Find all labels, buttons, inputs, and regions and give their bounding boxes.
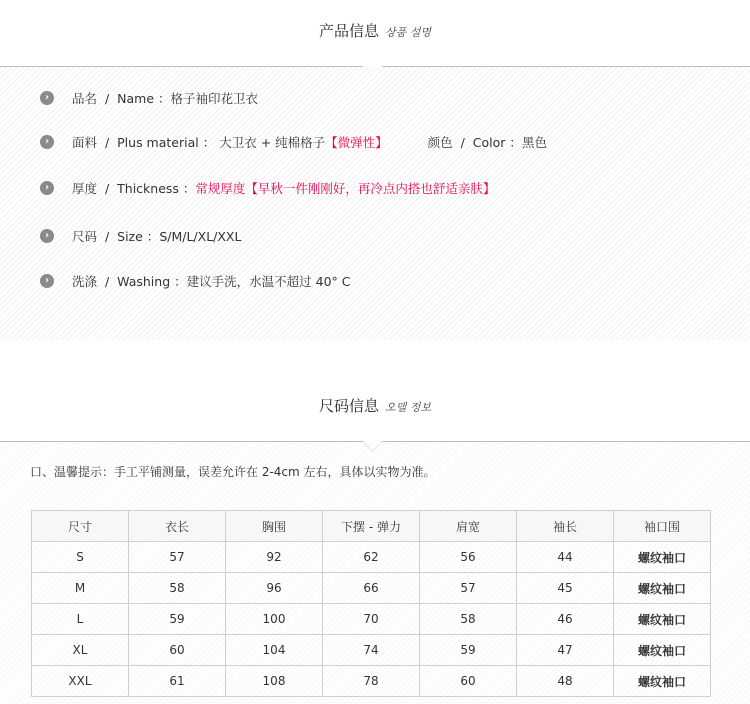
table-cell: 92 <box>226 542 323 573</box>
measurement-hint: 口、温馨提示：手工平铺测量，误差允许在 2-4cm 左右，具体以实物为准。 <box>30 465 436 479</box>
info-highlight: 【微弹性】 <box>325 135 388 150</box>
table-cell: M <box>32 573 129 604</box>
chevron-right-icon: › <box>40 91 54 105</box>
chevron-right-icon: › <box>40 135 54 149</box>
section-title <box>0 393 750 421</box>
table-cell: 58 <box>420 604 517 635</box>
table-cell: 45 <box>517 573 614 604</box>
info-row-washing <box>40 271 350 291</box>
info-label-en: Size <box>117 228 143 244</box>
info-label-en: Plus material <box>117 134 199 150</box>
table-cell: 104 <box>226 635 323 666</box>
info-value: 大卫衣 + 纯棉格子 <box>219 135 326 150</box>
table-cell: 66 <box>323 573 420 604</box>
table-cell: 61 <box>129 666 226 697</box>
table-cell: 59 <box>420 635 517 666</box>
info-sep: / <box>104 134 110 150</box>
info-row-thickness <box>40 178 495 198</box>
info-colon: ： <box>158 91 171 106</box>
table-cell: 60 <box>420 666 517 697</box>
table-cell: 56 <box>420 542 517 573</box>
info-row-material <box>40 132 547 152</box>
table-cell: 96 <box>226 573 323 604</box>
table-cell: 78 <box>323 666 420 697</box>
table-header-cell: 衣长 <box>129 511 226 542</box>
info-row-name <box>40 88 258 108</box>
info-label: 品名 <box>72 91 98 106</box>
product-info-header <box>0 18 750 44</box>
table-cell: 62 <box>323 542 420 573</box>
table-header-cell: 尺寸 <box>32 511 129 542</box>
info-label: 颜色 <box>427 135 453 150</box>
table-header-cell: 下摆 - 弹力 <box>323 511 420 542</box>
info-value: S/M/L/XL/XXL <box>159 228 242 244</box>
table-row <box>32 604 711 635</box>
table-cell: 47 <box>517 635 614 666</box>
section-title <box>0 18 750 46</box>
info-label: 尺码 <box>72 229 98 244</box>
size-info-title: 尺码信息 <box>318 397 379 415</box>
table-cell: 59 <box>129 604 226 635</box>
product-info-title: 产品信息 <box>318 22 379 40</box>
table-cell: XXL <box>32 666 129 697</box>
info-sep: / <box>104 273 110 289</box>
info-value: 格子袖印花卫衣 <box>170 91 259 106</box>
info-value: 建议手洗，水温不超过 40° C <box>186 274 351 289</box>
size-table <box>31 510 711 697</box>
table-cell: 螺纹袖口 <box>614 666 711 697</box>
table-header-cell: 胸围 <box>226 511 323 542</box>
table-header-cell: 袖长 <box>517 511 614 542</box>
info-colon: ： <box>146 229 160 244</box>
info-value: 常规厚度【早秋一件刚刚好，再冷点内搭也舒适亲肤】 <box>195 181 496 196</box>
info-sep: / <box>104 228 110 244</box>
table-cell: 螺纹袖口 <box>614 604 711 635</box>
info-label-en: Name <box>117 90 155 106</box>
table-cell: XL <box>32 635 129 666</box>
table-cell: 57 <box>420 573 517 604</box>
table-cell: 108 <box>226 666 323 697</box>
info-label-en: Thickness <box>117 180 179 196</box>
info-colon: ： <box>174 274 187 289</box>
table-cell: 螺纹袖口 <box>614 542 711 573</box>
info-row-size <box>40 226 241 246</box>
size-info-header <box>0 393 750 419</box>
table-cell: 螺纹袖口 <box>614 573 711 604</box>
chevron-right-icon: › <box>40 274 54 288</box>
table-cell: L <box>32 604 129 635</box>
table-header-cell: 袖口围 <box>614 511 711 542</box>
table-cell: 48 <box>517 666 614 697</box>
chevron-right-icon: › <box>40 181 54 195</box>
info-label-en: Washing <box>117 273 171 289</box>
info-label: 厚度 <box>72 181 98 196</box>
info-sep: / <box>104 180 110 196</box>
info-label: 面料 <box>72 135 98 150</box>
table-cell: 58 <box>129 573 226 604</box>
table-cell: 60 <box>129 635 226 666</box>
table-header-row <box>32 511 711 542</box>
info-colon: ： <box>202 135 216 150</box>
info-colon: ： <box>509 135 522 150</box>
table-cell: 70 <box>323 604 420 635</box>
info-label-en: Color <box>472 134 506 150</box>
info-colon: ： <box>182 181 196 196</box>
chevron-right-icon: › <box>40 229 54 243</box>
product-info-subtitle-kr: 상품 설명 <box>385 26 432 39</box>
table-cell: 44 <box>517 542 614 573</box>
table-cell: 74 <box>323 635 420 666</box>
size-info-subtitle-kr: 오델 정보 <box>385 401 432 414</box>
table-header-cell: 肩宽 <box>420 511 517 542</box>
table-cell: 螺纹袖口 <box>614 635 711 666</box>
info-sep: / <box>104 90 110 106</box>
table-row <box>32 573 711 604</box>
table-row <box>32 542 711 573</box>
table-cell: 46 <box>517 604 614 635</box>
table-cell: S <box>32 542 129 573</box>
info-label: 洗涤 <box>72 274 98 289</box>
table-cell: 57 <box>129 542 226 573</box>
table-cell: 100 <box>226 604 323 635</box>
info-value: 黑色 <box>521 135 547 150</box>
table-row <box>32 635 711 666</box>
table-row <box>32 666 711 697</box>
info-sep: / <box>460 134 465 150</box>
